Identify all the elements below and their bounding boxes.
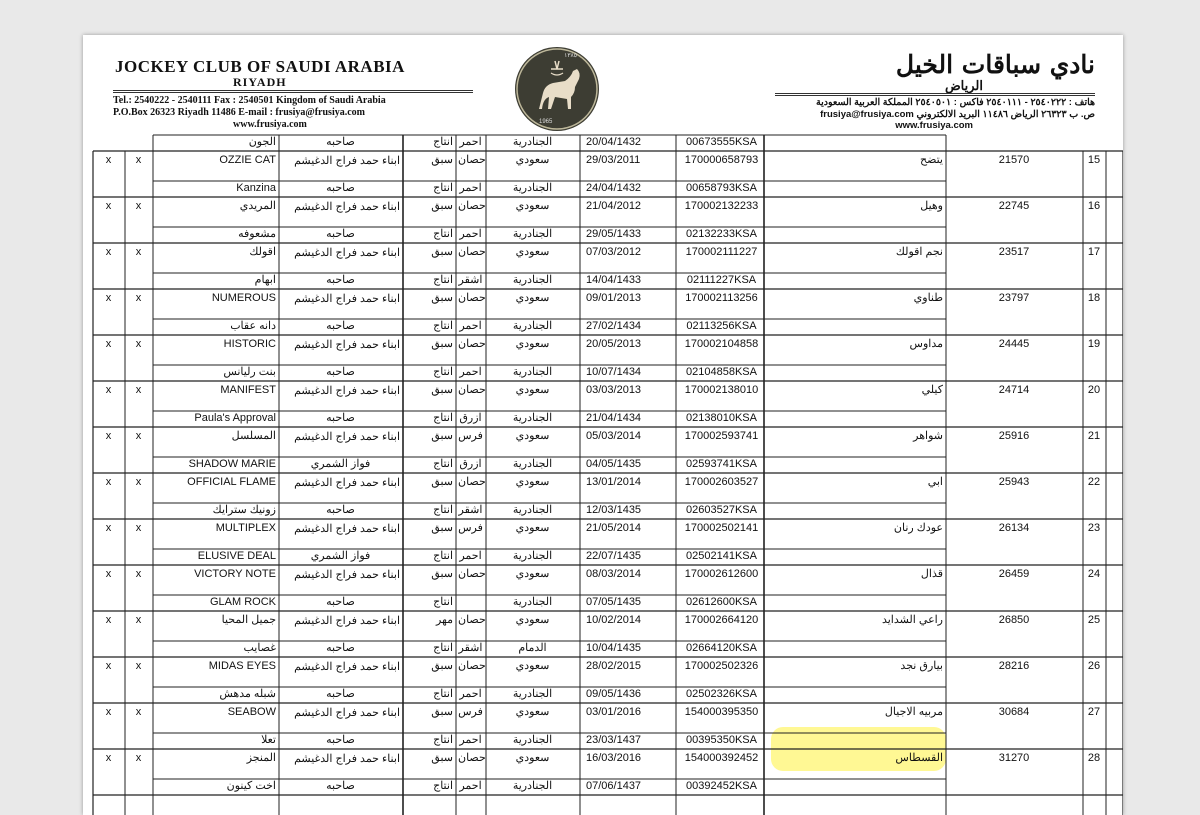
nationality: سعودي	[515, 614, 550, 626]
top-row-origin: انتاج	[433, 136, 453, 148]
foreign-name: OFFICIAL FLAME	[187, 476, 276, 488]
nationality: سعودي	[515, 568, 550, 580]
nationality: سعودي	[515, 338, 550, 350]
row-number: 17	[1087, 246, 1101, 258]
top-row-color: احمر	[459, 136, 482, 148]
registration-id: 25943	[998, 476, 1030, 488]
coat-color: اشقر	[458, 274, 483, 286]
breeder-name: ابناء حمد فراج الدغيشم	[294, 293, 400, 305]
horse-name: يتضح	[919, 154, 943, 166]
ownership: صاحبه	[326, 734, 355, 746]
coat-color: احمر	[459, 550, 482, 562]
contact-ar-1: هاتف : ٢٥٤٠٢٢٢ - ٢٥٤٠١١١ فاكس : ٢٥٤٠٥٠١ المملكة العربية السعودية	[816, 97, 1095, 108]
row-number: 27	[1087, 706, 1101, 718]
foreign-name: MULTIPLEX	[215, 522, 276, 534]
breeder-name: ابناء حمد فراج الدغيشم	[294, 477, 400, 489]
flag-x-1: x	[135, 200, 142, 212]
breeder-name: ابناء حمد فراج الدغيشم	[294, 615, 400, 627]
flag-x-1: x	[135, 706, 142, 718]
horse-type: سبق	[431, 292, 453, 304]
registration-date: 07/06/1437	[586, 780, 642, 792]
origin: انتاج	[433, 228, 453, 240]
birth-date: 08/03/2014	[586, 568, 642, 580]
horse-sex: فرس	[458, 706, 483, 718]
location: الدمام	[518, 642, 547, 654]
row-number: 22	[1087, 476, 1101, 488]
ownership: صاحبه	[326, 688, 355, 700]
location: الجنادرية	[512, 182, 553, 194]
dam-name: اخت كينون	[226, 780, 276, 792]
coat-color: اشقر	[458, 642, 483, 654]
ksa-code: 02502326KSA	[686, 688, 757, 700]
flag-x-2: x	[105, 522, 112, 534]
top-row-code: 00673555KSA	[686, 136, 757, 148]
row-number: 24	[1087, 568, 1101, 580]
ksa-code: 02138010KSA	[686, 412, 757, 424]
location: الجنادرية	[512, 320, 553, 332]
dam-name: تعلا	[261, 734, 276, 746]
ownership: صاحبه	[326, 182, 355, 194]
breeder-name: ابناء حمد فراج الدغيشم	[294, 753, 400, 765]
dam-name: Paula's Approval	[194, 412, 276, 424]
registration-id: 24714	[998, 384, 1030, 396]
ksa-code: 02104858KSA	[686, 366, 757, 378]
nationality: سعودي	[515, 476, 550, 488]
registration-id: 23797	[998, 292, 1030, 304]
location: الجنادرية	[512, 550, 553, 562]
coat-color: احمر	[459, 366, 482, 378]
origin: انتاج	[433, 596, 453, 608]
flag-x-1: x	[135, 752, 142, 764]
nationality: سعودي	[515, 706, 550, 718]
registration-date: 14/04/1433	[586, 274, 642, 286]
horse-type: سبق	[431, 384, 453, 396]
horse-type: سبق	[431, 154, 453, 166]
club-name-en: JOCKEY CLUB OF SAUDI ARABIA	[115, 57, 405, 76]
microchip-number: 170000658793	[684, 154, 759, 166]
birth-date: 13/01/2014	[586, 476, 642, 488]
top-row-location: الجنادرية	[512, 136, 553, 148]
horse-sex: فرس	[458, 522, 483, 534]
ksa-code: 02502141KSA	[686, 550, 757, 562]
horse-sex: حصان	[458, 614, 486, 626]
ownership: صاحبه	[326, 274, 355, 286]
ksa-code: 02111227KSA	[686, 274, 757, 286]
origin: انتاج	[433, 320, 453, 332]
breeder-name: ابناء حمد فراج الدغيشم	[294, 523, 400, 535]
birth-date: 29/03/2011	[586, 154, 641, 166]
location: الجنادرية	[512, 504, 553, 516]
emblem-year-ar: ١٣٨٥	[564, 53, 577, 59]
horse-type: سبق	[431, 568, 453, 580]
flag-x-2: x	[105, 430, 112, 442]
breeder-name: ابناء حمد فراج الدغيشم	[294, 339, 400, 351]
breeder-name: ابناء حمد فراج الدغيشم	[294, 661, 400, 673]
origin: انتاج	[433, 780, 453, 792]
ksa-code: 02113256KSA	[686, 320, 757, 332]
dam-name: GLAM ROCK	[209, 596, 276, 608]
dam-name: غصايب	[243, 642, 276, 654]
coat-color: احمر	[459, 734, 482, 746]
origin: انتاج	[433, 642, 453, 654]
nationality: سعودي	[515, 522, 550, 534]
contact-ar-2: ص. ب ٢٦٣٢٣ الرياض ١١٤٨٦ البريد الالكتروني frusiya@frusiya.com	[820, 109, 1095, 120]
coat-color: احمر	[459, 228, 482, 240]
horse-type: سبق	[431, 752, 453, 764]
location: الجنادرية	[512, 780, 553, 792]
dam-name: دانه عقاب	[230, 320, 276, 332]
flag-x-2: x	[105, 706, 112, 718]
birth-date: 20/05/2013	[586, 338, 642, 350]
horse-sex: فرس	[458, 430, 483, 442]
flag-x-2: x	[105, 246, 112, 258]
header-rule-en	[113, 90, 473, 93]
horse-registry-table	[83, 133, 1123, 815]
flag-x-1: x	[135, 476, 142, 488]
origin: انتاج	[433, 504, 453, 516]
registration-id: 30684	[998, 706, 1030, 718]
nationality: سعودي	[515, 660, 550, 672]
location: الجنادرية	[512, 734, 553, 746]
horse-name: طناوي	[913, 292, 943, 304]
horse-sex: حصان	[458, 476, 486, 488]
registration-id: 22745	[998, 200, 1030, 212]
registration-id: 28216	[998, 660, 1030, 672]
flag-x-2: x	[105, 384, 112, 396]
registration-date: 22/07/1435	[586, 550, 642, 562]
ksa-code: 02603527KSA	[686, 504, 757, 516]
registration-date: 21/04/1434	[586, 412, 642, 424]
horse-name: وهيل	[920, 200, 943, 212]
breeder-name: ابناء حمد فراج الدغيشم	[294, 431, 400, 443]
ownership: صاحبه	[326, 412, 355, 424]
ownership: صاحبه	[326, 780, 355, 792]
row-number: 26	[1087, 660, 1101, 672]
horse-sex: حصان	[458, 246, 486, 258]
flag-x-1: x	[135, 246, 142, 258]
registration-date: 09/05/1436	[586, 688, 642, 700]
birth-date: 10/02/2014	[586, 614, 642, 626]
location: الجنادرية	[512, 412, 553, 424]
ksa-code: 00658793KSA	[686, 182, 757, 194]
coat-color: ازرق	[459, 412, 482, 424]
foreign-name: NUMEROUS	[211, 292, 276, 304]
registration-date: 23/03/1437	[586, 734, 642, 746]
flag-x-2: x	[105, 476, 112, 488]
horse-sex: حصان	[458, 568, 486, 580]
horse-name: ابي	[927, 476, 943, 488]
flag-x-2: x	[105, 292, 112, 304]
birth-date: 03/03/2013	[586, 384, 642, 396]
flag-x-1: x	[135, 384, 142, 396]
foreign-name: المريدي	[239, 200, 276, 212]
horse-name: عودك رنان	[893, 522, 943, 534]
registration-date: 04/05/1435	[586, 458, 642, 470]
horse-name: كيلي	[921, 384, 943, 396]
nationality: سعودي	[515, 200, 550, 212]
birth-date: 16/03/2016	[586, 752, 642, 764]
horse-type: سبق	[431, 430, 453, 442]
foreign-name: VICTORY NOTE	[194, 568, 276, 580]
horse-type: سبق	[431, 660, 453, 672]
birth-date: 28/02/2015	[586, 660, 642, 672]
microchip-number: 154000395350	[684, 706, 759, 718]
microchip-number: 170002138010	[684, 384, 759, 396]
dam-name: SHADOW MARIE	[188, 458, 276, 470]
foreign-name: المنجز	[246, 752, 276, 764]
registration-id: 26850	[998, 614, 1030, 626]
flag-x-2: x	[105, 338, 112, 350]
registration-id: 25916	[998, 430, 1030, 442]
coat-color: احمر	[459, 780, 482, 792]
horse-name: مداوس	[909, 338, 943, 350]
foreign-name: المسلسل	[231, 430, 276, 442]
registration-id: 23517	[998, 246, 1030, 258]
microchip-number: 170002593741	[684, 430, 759, 442]
row-number: 23	[1087, 522, 1101, 534]
microchip-number: 170002664120	[684, 614, 759, 626]
flag-x-1: x	[135, 568, 142, 580]
breeder-name: ابناء حمد فراج الدغيشم	[294, 247, 400, 259]
ownership: صاحبه	[326, 228, 355, 240]
foreign-name: اقولك	[249, 246, 276, 258]
horse-type: سبق	[431, 706, 453, 718]
registration-id: 26459	[998, 568, 1030, 580]
ksa-code: 02612600KSA	[686, 596, 757, 608]
row-number: 18	[1087, 292, 1101, 304]
club-name-ar: نادي سباقات الخيل	[895, 50, 1095, 79]
foreign-name: MANIFEST	[220, 384, 276, 396]
ownership: فواز الشمري	[310, 550, 371, 562]
dam-name: مشعوفه	[238, 228, 276, 240]
flag-x-2: x	[105, 154, 112, 166]
birth-date: 21/05/2014	[586, 522, 642, 534]
origin: انتاج	[433, 412, 453, 424]
microchip-number: 170002113256	[685, 292, 758, 304]
registration-date: 12/03/1435	[586, 504, 642, 516]
horse-name: قذال	[920, 568, 943, 580]
origin: انتاج	[433, 458, 453, 470]
horse-type: سبق	[431, 476, 453, 488]
location: الجنادرية	[512, 228, 553, 240]
location: الجنادرية	[512, 688, 553, 700]
horse-name: بيارق نجد	[900, 660, 943, 672]
contact-line-1: Tel.: 2540222 - 2540111 Fax : 2540501 Kingdom of Saudi Arabia	[113, 95, 386, 106]
birth-date: 03/01/2016	[586, 706, 642, 718]
foreign-name: HISTORIC	[223, 338, 276, 350]
foreign-name: جميل المحيا	[221, 614, 276, 626]
ksa-code: 00392452KSA	[686, 780, 757, 792]
dam-name: بنت رليانس	[223, 366, 276, 378]
top-row-dam: الجون	[248, 136, 276, 148]
horse-sex: حصان	[458, 338, 486, 350]
row-number: 20	[1087, 384, 1101, 396]
dam-name: زونيك سترايك	[212, 504, 276, 516]
origin: انتاج	[433, 734, 453, 746]
microchip-number: 170002111227	[685, 246, 758, 258]
ksa-code: 02132233KSA	[686, 228, 757, 240]
flag-x-1: x	[135, 614, 142, 626]
microchip-number: 154000392452	[684, 752, 759, 764]
breeder-name: ابناء حمد فراج الدغيشم	[294, 385, 400, 397]
top-row-date: 20/04/1432	[586, 136, 642, 148]
birth-date: 21/04/2012	[586, 200, 642, 212]
microchip-number: 170002502326	[684, 660, 759, 672]
flag-x-1: x	[135, 430, 142, 442]
coat-color: ازرق	[459, 458, 482, 470]
horse-type: سبق	[431, 338, 453, 350]
club-emblem-logo	[515, 47, 599, 131]
website-en: www.frusiya.com	[233, 119, 307, 130]
coat-color: احمر	[459, 182, 482, 194]
location: الجنادرية	[512, 366, 553, 378]
microchip-number: 170002612600	[684, 568, 759, 580]
city-ar: الرياض	[944, 79, 983, 94]
breeder-name: ابناء حمد فراج الدغيشم	[294, 569, 400, 581]
nationality: سعودي	[515, 246, 550, 258]
horse-type: مهر	[435, 614, 453, 626]
nationality: سعودي	[515, 292, 550, 304]
origin: انتاج	[433, 274, 453, 286]
nationality: سعودي	[515, 384, 550, 396]
flag-x-1: x	[135, 154, 142, 166]
emblem-year: 1965	[539, 119, 553, 125]
horse-name: مربيه الاجيال	[884, 706, 943, 718]
horse-name: القسطاس	[895, 752, 943, 764]
foreign-name: SEABOW	[227, 706, 276, 718]
registration-id: 21570	[998, 154, 1030, 166]
row-number: 21	[1087, 430, 1101, 442]
row-number: 25	[1087, 614, 1101, 626]
origin: انتاج	[433, 366, 453, 378]
website-ar: www.frusiya.com	[895, 120, 973, 131]
birth-date: 07/03/2012	[586, 246, 642, 258]
top-row-ownership: صاحبه	[326, 136, 355, 148]
horse-type: سبق	[431, 246, 453, 258]
coat-color: احمر	[459, 320, 482, 332]
dam-name: ابهام	[254, 274, 276, 286]
registration-date: 27/02/1434	[586, 320, 642, 332]
city-en: RIYADH	[233, 75, 287, 89]
horse-sex: حصان	[458, 292, 486, 304]
horse-name: نجم اقولك	[895, 246, 943, 258]
horse-type: سبق	[431, 200, 453, 212]
registration-date: 24/04/1432	[586, 182, 642, 194]
nationality: سعودي	[515, 430, 550, 442]
ownership: صاحبه	[326, 504, 355, 516]
foreign-name: OZZIE CAT	[219, 154, 276, 166]
flag-x-1: x	[135, 660, 142, 672]
horse-sex: حصان	[458, 752, 486, 764]
flag-x-2: x	[105, 660, 112, 672]
dam-name: شبله مدهش	[219, 688, 276, 700]
microchip-number: 170002104858	[684, 338, 759, 350]
horse-sex: حصان	[458, 154, 486, 166]
birth-date: 09/01/2013	[586, 292, 642, 304]
flag-x-2: x	[105, 614, 112, 626]
location: الجنادرية	[512, 596, 553, 608]
breeder-name: ابناء حمد فراج الدغيشم	[294, 707, 400, 719]
origin: انتاج	[433, 550, 453, 562]
registration-date: 10/04/1435	[586, 642, 642, 654]
letterhead	[83, 35, 1123, 133]
registration-date: 07/05/1435	[586, 596, 642, 608]
flag-x-1: x	[135, 338, 142, 350]
ownership: فواز الشمري	[310, 458, 371, 470]
horse-sex: حصان	[458, 660, 486, 672]
horse-type: سبق	[431, 522, 453, 534]
registration-id: 26134	[998, 522, 1030, 534]
foreign-name: MIDAS EYES	[208, 660, 276, 672]
document-page	[83, 35, 1123, 815]
ksa-code: 00395350KSA	[686, 734, 757, 746]
row-number: 15	[1087, 154, 1101, 166]
coat-color: اشقر	[458, 504, 483, 516]
coat-color: احمر	[459, 688, 482, 700]
row-number: 16	[1087, 200, 1101, 212]
microchip-number: 170002502141	[684, 522, 759, 534]
contact-line-2: P.O.Box 26323 Riyadh 11486 E-mail : frusiya@frusiya.com	[113, 107, 365, 118]
origin: انتاج	[433, 182, 453, 194]
microchip-number: 170002603527	[684, 476, 759, 488]
microchip-number: 170002132233	[684, 200, 759, 212]
horse-sex: حصان	[458, 200, 486, 212]
flag-x-2: x	[105, 568, 112, 580]
registration-id: 24445	[998, 338, 1030, 350]
ksa-code: 02664120KSA	[686, 642, 757, 654]
registration-date: 10/07/1434	[586, 366, 642, 378]
origin: انتاج	[433, 688, 453, 700]
nationality: سعودي	[515, 154, 550, 166]
nationality: سعودي	[515, 752, 550, 764]
row-number: 19	[1087, 338, 1101, 350]
registration-id: 31270	[998, 752, 1030, 764]
ownership: صاحبه	[326, 366, 355, 378]
ownership: صاحبه	[326, 596, 355, 608]
dam-name: Kanzina	[236, 182, 276, 194]
ownership: صاحبه	[326, 320, 355, 332]
header-rule-ar	[775, 93, 1095, 96]
row-number: 28	[1087, 752, 1101, 764]
ksa-code: 02593741KSA	[686, 458, 757, 470]
breeder-name: ابناء حمد فراج الدغيشم	[294, 201, 400, 213]
horse-name: راعي الشدايد	[881, 614, 943, 626]
flag-x-1: x	[135, 522, 142, 534]
horse-sex: حصان	[458, 384, 486, 396]
flag-x-1: x	[135, 292, 142, 304]
location: الجنادرية	[512, 458, 553, 470]
ownership: صاحبه	[326, 642, 355, 654]
horse-emblem-icon	[515, 47, 599, 131]
flag-x-2: x	[105, 200, 112, 212]
dam-name: ELUSIVE DEAL	[197, 550, 276, 562]
location: الجنادرية	[512, 274, 553, 286]
flag-x-2: x	[105, 752, 112, 764]
registration-date: 29/05/1433	[586, 228, 642, 240]
birth-date: 05/03/2014	[586, 430, 642, 442]
horse-name: شواهر	[913, 430, 943, 442]
breeder-name: ابناء حمد فراج الدغيشم	[294, 155, 400, 167]
